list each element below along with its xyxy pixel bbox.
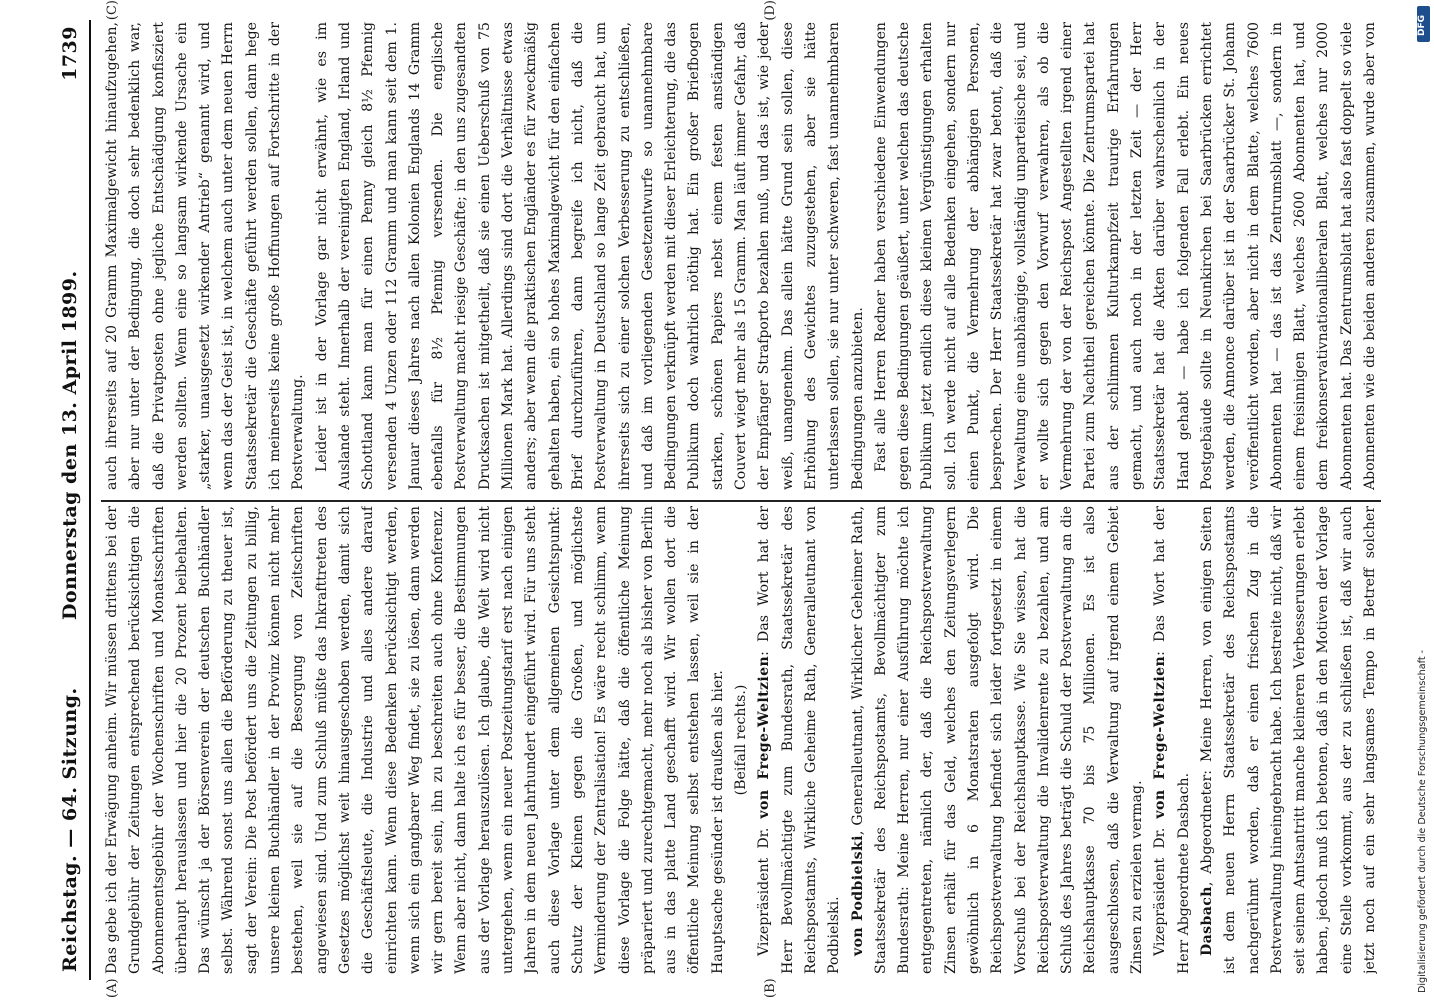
margin-marker-d: (D) bbox=[763, 0, 778, 21]
digitization-note-text: Digitalisierung gefördert durch die Deutsche Forschungsgemeinschaft - bbox=[1417, 649, 1428, 993]
speaker-name: von Frege-Weltzien bbox=[1152, 655, 1169, 819]
speech-text: , Abgeordneter: Meine Herren, von einigen Seiten ist dem neuen Herrn Staatssekretär des Reichspostamts nachgerühmt worden, daß er einen frischen Zug in die Postverwaltung hineingebracht habe. Ich bestreite nicht, daß wir seit seinem Amtsantritt manche kleineren Verbesserungen erlebt haben, jedoch muß ich betonen, daß in den Motiven der Vorlage eine Stelle vorkommt, aus der zu schließen ist, daß wir auch jetzt noch auf ein sehr langsames Tempo in Betreff solcher bbox=[1198, 506, 1379, 974]
speaker-intro bbox=[753, 506, 846, 974]
page-number: 1739 bbox=[59, 26, 81, 81]
header-date: Donnerstag den 13. April 1899. bbox=[59, 270, 81, 620]
margin-marker-c: (C) bbox=[105, 0, 120, 21]
speaker-role: Vizepräsident Dr. bbox=[1152, 818, 1169, 956]
speaker-role: Vizepräsident Dr. bbox=[756, 818, 773, 956]
paragraph: auch ihrerseits auf 20 Gramm Maximalgewicht hinaufzugehen, aber nur unter der Bedingung, die doch sehr bedenklich war, daß die Privatposten ohne jegliche Entschädigung konfisziert werden sollten. Wenn eine so langsam wirkende Ursache ein „starker, unausgesetzt wirkender Antrieb“ genannt wird, und wenn das der Geist ist, in welchem auch unter dem neuen Herrn Staatssekretär die Geschäfte geführt werden sollen, dann hege ich meinerseits keine große Hoffnungen auf Fortschritte in der Postverwaltung. bbox=[104, 22, 307, 490]
header-left: Reichstag. — 64. Sitzung. bbox=[59, 687, 81, 972]
speech-text: : Das Wort hat der Herr Bevollmächtigte zum Bundesrath, Staatssekretär des Reichspostamts, Wirkliche Geheime Rath, Generalleutnant von Podbielski. bbox=[756, 506, 843, 974]
speech bbox=[847, 506, 1150, 974]
margin-marker-b: (B) bbox=[763, 978, 778, 998]
columns bbox=[101, 0, 1381, 998]
speaker-name: von Frege-Weltzien bbox=[756, 655, 773, 819]
paragraph: Fast alle Herren Redner haben verschiedene Einwendungen gegen diese Bedingungen geäußert, unter welchen das deutsche Publikum jetzt endlich diese kleinen Vergünstigungen erhalten soll. Ich werde nicht auf alle Bedenken eingehen, sondern nur einen Punkt, die Vermehrung der abhängigen Personen, besprechen. Der Herr Staatssekretär hat zwar betont, daß die Verwaltung eine unabhängige, vollständig unparteiische sei, und er wollte sich gegen den Vorwurf verwahren, als ob die Vermehrung der von der Reichspost Angestellten irgend einer Partei zum Nachtheil gereichen könnte. Die Zentrumspartei hat aus der schlimmen Kulturkampfzeit traurige Erfahrungen gemacht, und auch noch in der letzten Zeit — der Herr Staatssekretär hat die Akten darüber wahrscheinlich in der Hand gehabt — habe ich folgenden Fall erlebt. Ein neues Postgebäude sollte in Neunkirchen bei Saarbrücken errichtet werden, die Annonce darüber ist in der Saarbrücker St. Johann veröffentlicht worden, aber nicht in dem Blatte, welches 7600 Abonnenten hat — das ist das Zentrumsblatt —, sondern in einem freisinnigen Blatt, welches 2600 Abonnenten hat, und dem freikonservativnationalliberalen Blatt, welches nur 2000 Abonnenten hat. Das Zentrumsblatt hat also fast doppelt so viele Abonnenten wie die beiden anderen zusammen, wurde aber von bbox=[872, 22, 1379, 490]
page-header bbox=[55, 20, 87, 980]
dfg-logo-text: DFG bbox=[1417, 14, 1427, 36]
header-rule bbox=[89, 20, 91, 980]
page-content bbox=[55, 0, 1390, 998]
speech-text: : Das Wort hat der Herr Abgeordnete Dasbach. bbox=[1152, 506, 1192, 974]
speaker-name: Dasbach bbox=[1198, 886, 1215, 956]
paragraph: Leider ist in der Vorlage gar nicht erwähnt, wie es im Auslande steht. Innerhalb der vereinigten England, Irland und Schottland kann man für einen Penny gleich 8½ Pfennig versenden 4 Unzen oder 112 Gramm und man kann seit dem 1. Januar dieses Jahres nach allen Kolonien Englands 14 Gramm ebenfalls für 8½ Pfennig versenden. Die englische Postverwaltung macht riesige Geschäfte; in den uns zugesandten Drucksachen ist mitgetheilt, daß sie einen Ueberschuß von 75 Millionen Mark hat. Allerdings sind dort die Verhältnisse etwas anders; aber wenn die praktischen Engländer es für zweckmäßig gehalten haben, ein so hohes Maximalgewicht für den einfachen Brief durchzuführen, dann begreife ich nicht, daß die Postverwaltung in Deutschland so lange Zeit gebraucht hat, um ihrerseits sich zu einer solchen Verbesserung zu entschließen, und daß im vorliegenden Gesetzentwurfe so unannehmbare Bedingungen verknüpft werden mit dieser Erleichterung, die das Publikum doch wahrlich nöthig hat. Ein großer Briefbogen starken, schönen Papiers nebst einem festen anständigen Couvert wiegt mehr als 15 Gramm. Man läuft immer Gefahr, daß der Empfänger Strafporto bezahlen muß, und das ist, wie jeder weiß, unangenehm. Das allein hätte Grund sein sollen, diese Erhöhung des Gewichtes zuzugestehen, aber sie hätte unterlassen sollen, sie nur unter schweren, fast unannehmbaren Bedingungen anzubieten. bbox=[313, 22, 866, 490]
speech-text: , Generalleutnant, Wirklicher Geheimer Rath, Staatssekretär des Reichspostamts, Bevollmächtigter zum Bundesrath: Meine Herren, nur einer Ausführung möchte ich entgegentreten, nämlich der, daß die Reichspostverwaltung Zinsen erhält für das Geld, welches den Zeitungsverlegern gewöhnlich in 6 Monatsraten ausgefolgt wird. Die Reichspostverwaltung befindet sich leider fortgesetzt in einem Vorschuß bei der Reichshauptkasse. Wie Sie wissen, hat die Reichspostverwaltung die Invalidenrente zu bezahlen, und am Schluß des Jahres beträgt die Schuld der Postverwaltung an die Reichshauptkasse 70 bis 75 Millionen. Es ist also ausgeschlossen, daß die Verwaltung auf irgend einem Gebiet Zinsen zu erzielen vermag. bbox=[849, 506, 1146, 974]
column-left bbox=[101, 506, 1381, 974]
speaker-name: von Podbielski bbox=[849, 835, 866, 956]
column-right bbox=[101, 22, 1381, 490]
speaker-intro bbox=[1149, 506, 1196, 974]
digitization-note bbox=[1416, 8, 1430, 998]
applause-note: (Beifall rechts.) bbox=[733, 684, 750, 796]
margin-marker-a: (A) bbox=[105, 978, 120, 998]
speech bbox=[1196, 506, 1381, 974]
column-divider bbox=[101, 501, 1381, 503]
paragraph: Das gebe ich der Erwägung anheim. Wir müssen drittens bei der Grundgebühr der Zeitungen entsprechend berücksichtigen die Abonnementsgebühr der Wochenschriften und Monatsschriften überhaupt herauslassen und hier die 20 Prozent beibehalten. Das wünscht ja der Börsenverein der deutschen Buchhändler selbst. Während sonst uns allen die Beförderung zu theuer ist, sagt der Verein: Die Post befördert uns die Zeitungen zu billig, unsere kleinen Buchhändler in der Provinz können nicht mehr bestehen, weil sie auf die Besorgung von Zeitschriften angewiesen sind. Und zum Schluß müßte das Inkrafttreten des Gesetzes möglichst weit hinausgeschoben werden, damit sich die Geschäftsleute, die Industrie und alles andere darauf einrichten kann. Wenn diese Bedenken berücksichtigt werden, wenn sich ein gangbarer Weg findet, sie zu lösen, dann werden wir gern bereit sein, ihn zu beschreiten auch ohne Konferenz. Wenn aber nicht, dann halte ich es für besser, die Bestimmungen aus der Vorlage herauszulösen. Ich glaube, die Welt wird nicht untergehen, wenn ein neuer Postzeitungstarif erst nach einigen Jahren in dem neuen Jahrhundert eingeführt wird. Für uns steht auch diese Vorlage unter dem allgemeinen Gesichtspunkt: Schutz der Kleinen gegen die Großen, und möglichste Verminderung der Zentralisation! Es wäre recht schlimm, wenn diese Vorlage die Folge hätte, daß die öffentliche Meinung präpariert und zurechtgemacht, mehr noch als bisher von Berlin aus in das platte Land geschafft wird. Wir wollen dort die öffentliche Meinung selbst entstehen lassen, weil sie in der Hauptsache gesünder ist draußen als hier. bbox=[104, 506, 726, 974]
